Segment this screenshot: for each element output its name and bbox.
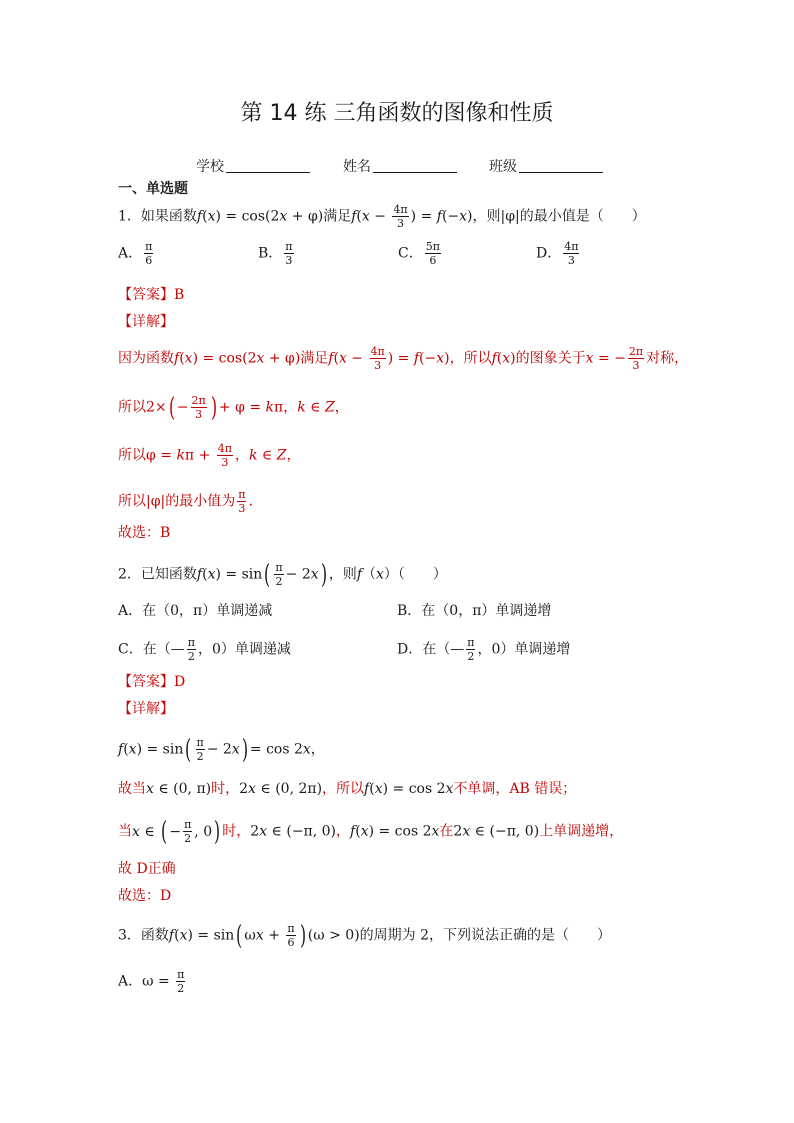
q2-solution-line3: 当x ∈ ( − $\frac{\pi}{2}$ , 0) 时，2x ∈ (−π, 0)，f(x) = cos 2x在2x ∈ (−π, 0)上单调递增， bbox=[118, 816, 624, 847]
name-blank[interactable] bbox=[373, 158, 457, 173]
q2-solution-line1: f(x) = sin( $\frac{\pi}{2}$ − 2x) = cos 2x， bbox=[118, 734, 325, 765]
q1-solution-line3: 所以φ = kπ + $\frac{4\pi}{3}$ ，k ∈ Z， bbox=[118, 442, 301, 469]
name-field[interactable] bbox=[343, 156, 457, 176]
q2-option-a[interactable]: A．在（0，π）单调递减 bbox=[118, 603, 273, 619]
class-blank[interactable] bbox=[519, 158, 603, 173]
class-label: 班级 bbox=[489, 159, 517, 175]
q1-solution-line4: 所以|φ|的最小值为 $\frac{\pi}{3}$ . bbox=[118, 488, 253, 515]
q1-option-c[interactable]: C． $\frac{5\pi}{6}$ bbox=[398, 240, 440, 267]
name-label: 姓名 bbox=[343, 159, 371, 175]
q1-option-d[interactable]: D． $\frac{4\pi}{3}$ bbox=[536, 240, 579, 267]
q1-solution-line1: 因为函数f(x) = cos(2x + φ)满足f(x − $\frac{4\pi}{3}$ ) = f(−x)，所以f(x)的图象关于x = − $\frac{2\pi}{3}$ 对称， bbox=[118, 345, 689, 372]
q1-option-b[interactable]: B． $\frac{\pi}{3}$ bbox=[258, 240, 293, 267]
q1-stem-mid: 满足 bbox=[323, 208, 352, 225]
school-field[interactable] bbox=[196, 156, 310, 176]
class-field[interactable] bbox=[489, 156, 603, 176]
q2-answer: 【答案】D bbox=[118, 674, 186, 690]
q1-choose: 故选：B bbox=[118, 525, 171, 541]
q2-option-c[interactable]: C．在（— $\frac{\pi}{2}$ ，0）单调递减 bbox=[118, 636, 291, 663]
q2-stem: 2．已知函数f(x) = sin( $\frac{\pi}{2}$ − 2x) ，则f（x）（ ） bbox=[118, 559, 447, 590]
q1-solution-line2: 所以2×( − $\frac{2\pi}{3}$ ) + φ = kπ，k ∈ Z， bbox=[118, 392, 349, 423]
q1-option-a[interactable]: A． $\frac{\pi}{6}$ bbox=[118, 240, 153, 267]
school-label: 学校 bbox=[196, 159, 224, 175]
q1-answer: 【答案】B bbox=[118, 287, 185, 303]
q3-option-a[interactable]: A．ω = $\frac{\pi}{2}$ bbox=[118, 968, 185, 995]
q1-stem: 1．如果函数f(x) = cos(2x + φ)满足f(x − $\frac{4\pi}{3}$ ) = f(−x)，则|φ|的最小值是（ ） bbox=[118, 203, 646, 230]
q2-option-d[interactable]: D．在（— $\frac{\pi}{2}$ ，0）单调递增 bbox=[397, 636, 571, 663]
q1-stem-post: ，则|φ|的最小值是（ ） bbox=[472, 208, 646, 225]
page-title: 第 14 练 三角函数的图像和性质 bbox=[240, 101, 554, 126]
q2-option-b[interactable]: B．在（0，π）单调递增 bbox=[397, 603, 552, 619]
q2-choose: 故选：D bbox=[118, 888, 172, 904]
school-blank[interactable] bbox=[226, 158, 310, 173]
q2-detail-label: 【详解】 bbox=[118, 701, 174, 717]
q1-math-1: f bbox=[196, 208, 203, 225]
section-heading: 一、单选题 bbox=[118, 181, 188, 197]
q3-stem: 3．函数f(x) = sin( ωx + $\frac{\pi}{6}$ ) (ω > 0)的周期为 2，下列说法正确的是（ ） bbox=[118, 920, 612, 951]
q2-solution-line2: 故当x ∈ (0, π)时，2x ∈ (0, 2π)，所以f(x) = cos 2x不单调，AB 错误； bbox=[118, 781, 577, 797]
q2-solution-line4: 故 D正确 bbox=[118, 861, 176, 877]
q1-detail-label: 【详解】 bbox=[118, 314, 174, 330]
q1-stem-pre: 1．如果函数 bbox=[118, 208, 197, 225]
